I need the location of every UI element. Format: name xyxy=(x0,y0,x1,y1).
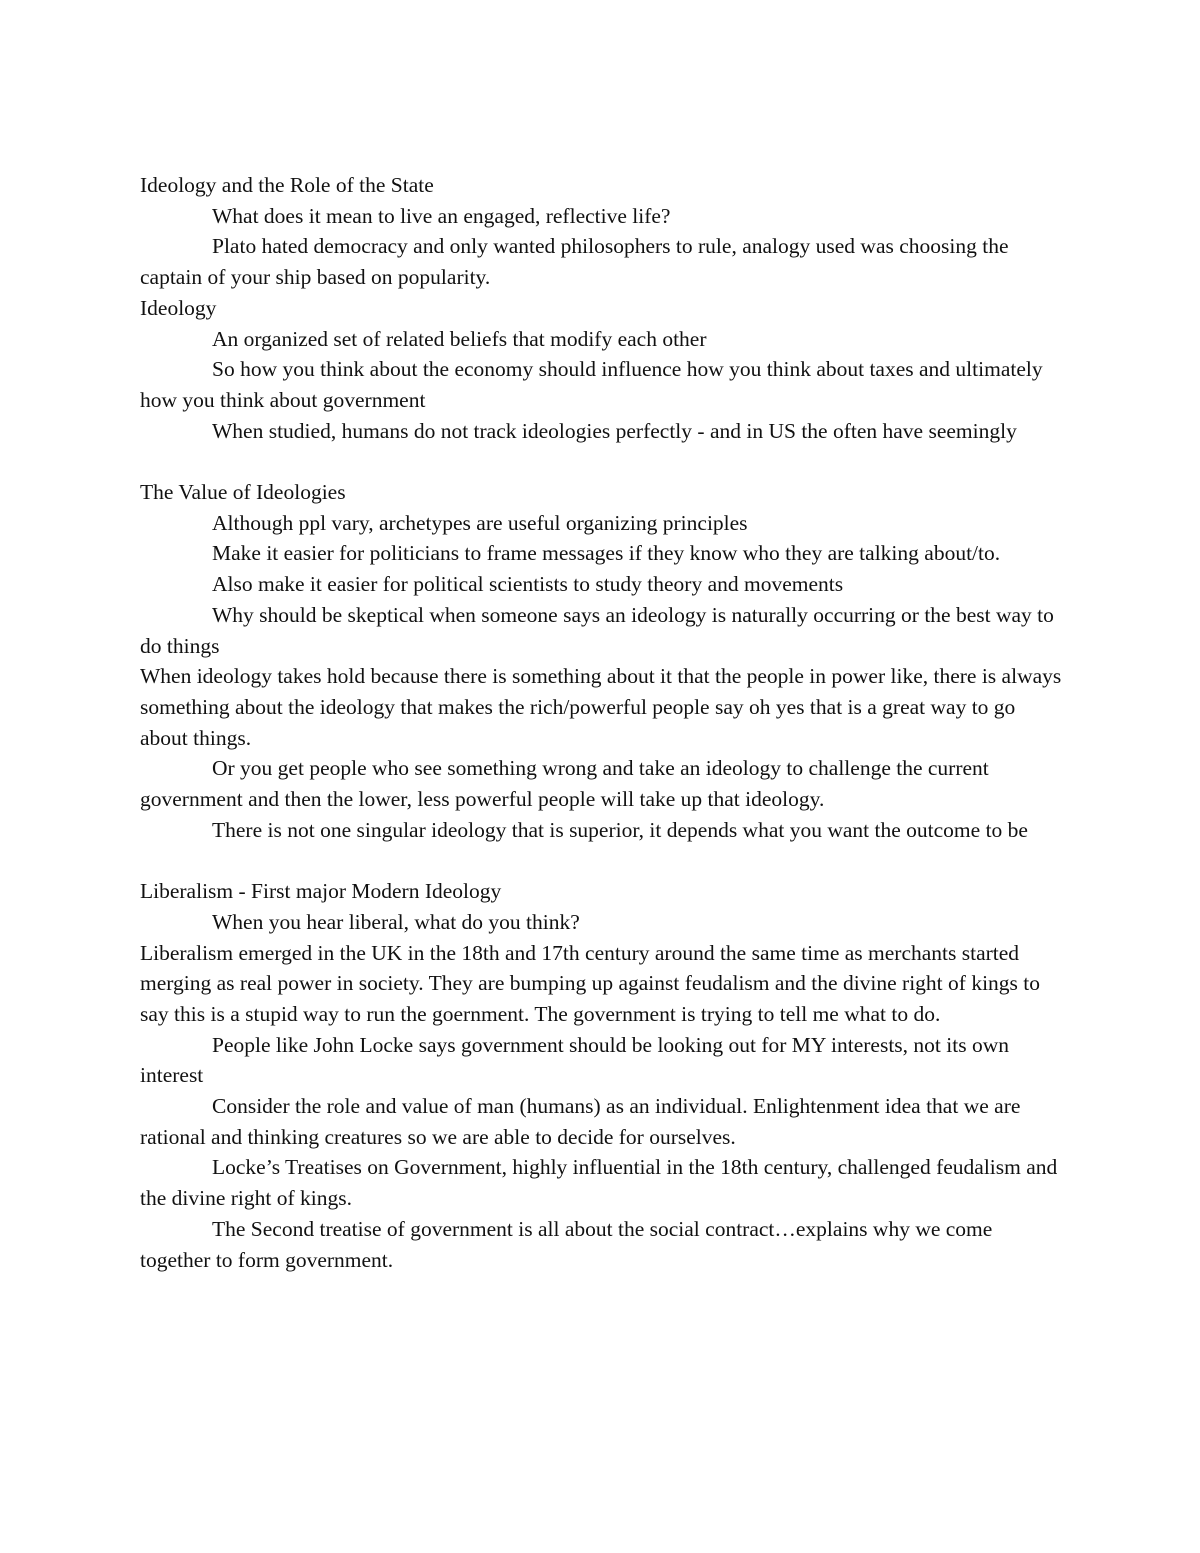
heading-value-of-ideologies: The Value of Ideologies xyxy=(140,480,346,505)
paragraph: What does it mean to live an engaged, reflective life? xyxy=(212,203,671,228)
paragraph: Although ppl vary, archetypes are useful organizing principles xyxy=(212,510,748,535)
paragraph: When you hear liberal, what do you think? xyxy=(212,909,580,934)
paragraph: So how you think about the economy should influence how you think about taxes and ultimately how you think about government xyxy=(140,357,1043,412)
paragraph: There is not one singular ideology that is superior, it depends what you want the outcome to be xyxy=(212,817,1028,842)
paragraph: Locke’s Treatises on Government, highly influential in the 18th century, challenged feudalism and the divine right of kings. xyxy=(140,1155,1058,1211)
paragraph: Consider the role and value of man (humans) as an individual. Enlightenment idea that we are rational and thinking creatures so we are able to decide for ourselves. xyxy=(140,1094,1021,1149)
paragraph: When studied, humans do not track ideologies perfectly - and in US the often have seemingly xyxy=(212,418,1017,443)
document-body xyxy=(140,170,1065,1275)
paragraph: Or you get people who see something wrong and take an ideology to challenge the current government and then the lower, less powerful people will take up that ideology. xyxy=(140,756,989,812)
heading-liberalism: Liberalism - First major Modern Ideology xyxy=(140,879,502,904)
paragraph: Liberalism emerged in the UK in the 18th and 17th century around the same time as merchants started merging as real power in society. They are bumping up against feudalism and the divine right of kings to say this is a stupid way to run the goernment. The government is trying to tell me what to do. xyxy=(140,940,1041,1026)
paragraph: The Second treatise of government is all about the social contract…explains why we come together to form government. xyxy=(140,1216,993,1272)
paragraph: Why should be skeptical when someone says an ideology is naturally occurring or the best way to do things xyxy=(140,602,1054,658)
paragraph: When ideology takes hold because there is something about it that the people in power like, there is always something about the ideology that makes the rich/powerful people say oh yes that is a great way to go about things. xyxy=(140,664,1062,750)
paragraph: An organized set of related beliefs that modify each other xyxy=(212,326,707,351)
paragraph: Also make it easier for political scientists to study theory and movements xyxy=(212,572,844,597)
paragraph: Plato hated democracy and only wanted philosophers to rule, analogy used was choosing the captain of your ship based on popularity. xyxy=(140,234,1009,290)
paragraph: People like John Locke says government should be looking out for MY interests, not its own interest xyxy=(140,1032,1009,1088)
paragraph: Make it easier for politicians to frame messages if they know who they are talking about/to. xyxy=(212,541,1001,566)
heading-ideology-role-of-state: Ideology and the Role of the State xyxy=(140,173,434,197)
blank-line xyxy=(140,446,1065,477)
heading-ideology: Ideology xyxy=(140,295,217,320)
blank-line xyxy=(140,845,1065,876)
